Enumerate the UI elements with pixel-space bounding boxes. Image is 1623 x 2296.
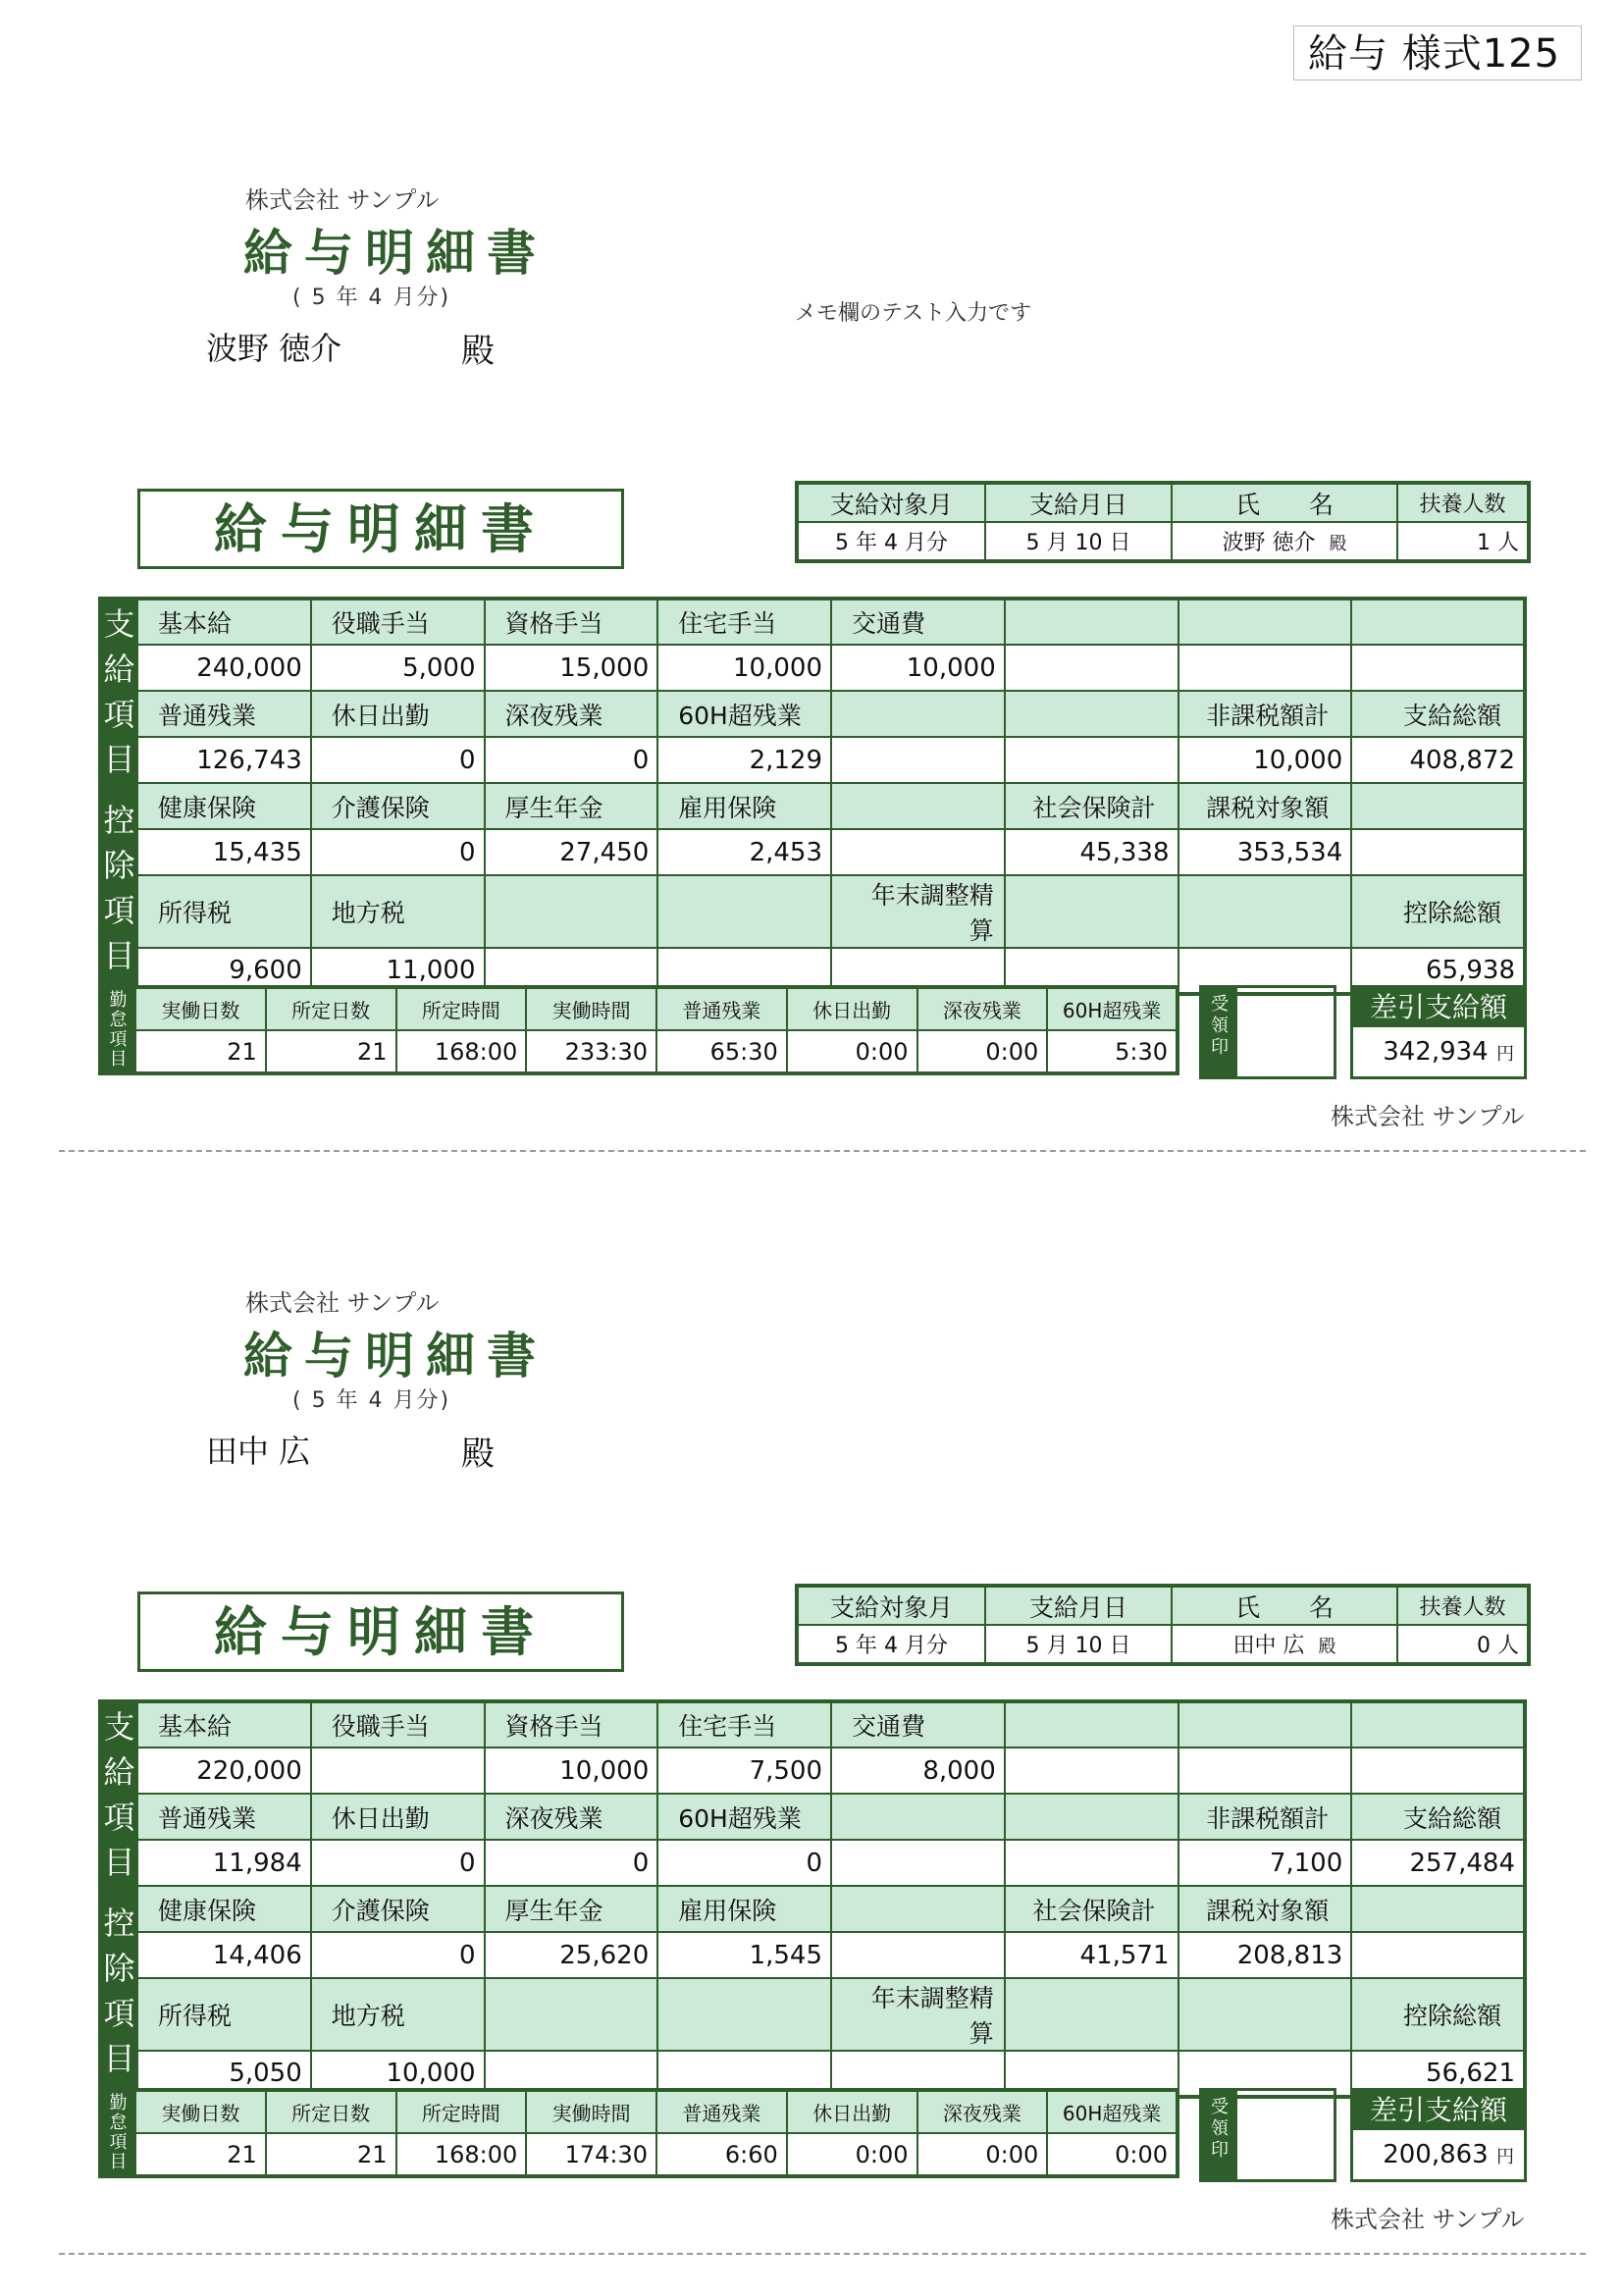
item-value: 10,000 — [311, 2051, 485, 2097]
attendance-value: 168:00 — [396, 2133, 527, 2176]
slip-title-box: 給与明細書 — [137, 1592, 624, 1672]
item-label — [1178, 1701, 1352, 1748]
document-title: 給与明細書 — [243, 1327, 548, 1384]
item-label: 支給総額 — [1351, 691, 1525, 737]
header-table — [795, 481, 1531, 563]
item-value — [831, 1932, 1005, 1978]
label-dependents: 扶養人数 — [1397, 483, 1529, 522]
header-employee-name: 波野 徳介 殿 — [1172, 522, 1397, 561]
item-label — [1178, 599, 1352, 645]
item-label: 所得税 — [137, 875, 311, 948]
company-name: 株式会社 サンプル — [245, 1289, 440, 1317]
attendance-value: 168:00 — [396, 1030, 527, 1073]
item-value: 2,129 — [657, 737, 831, 783]
item-value: 2,453 — [657, 829, 831, 875]
side-label-deductions: 控 除 項 目 — [100, 783, 137, 994]
item-value: 0 — [485, 1840, 658, 1886]
attendance-value: 21 — [266, 1030, 396, 1073]
item-label: 課税対象額 — [1178, 1886, 1352, 1932]
item-label: 60H超残業 — [657, 691, 831, 737]
item-label: 控除総額 — [1351, 875, 1525, 948]
item-label: 60H超残業 — [657, 1794, 831, 1840]
payslip — [0, 0, 1623, 1130]
attendance-label: 60H超残業 — [1047, 987, 1178, 1030]
item-label: 休日出勤 — [311, 1794, 485, 1840]
payslip — [0, 1103, 1623, 2233]
item-label — [1351, 783, 1525, 829]
receipt-seal-box — [1199, 985, 1336, 1079]
item-label: 介護保険 — [311, 783, 485, 829]
label-target-month: 支給対象月 — [797, 483, 985, 522]
item-value: 41,571 — [1005, 1932, 1178, 1978]
side-label-attendance: 勤 怠 項 目 — [100, 987, 135, 1073]
attendance-value: 0:00 — [787, 2133, 917, 2176]
header-employee-name: 田中 広 殿 — [1172, 1625, 1397, 1664]
label-name: 氏 名 — [1172, 483, 1397, 522]
item-value: 11,000 — [311, 948, 485, 994]
item-label: 普通残業 — [137, 1794, 311, 1840]
item-label: 基本給 — [137, 1701, 311, 1748]
memo-text: メモ欄のテスト入力です — [795, 301, 1032, 326]
item-value: 65,938 — [1351, 948, 1525, 994]
item-label: 厚生年金 — [485, 1886, 658, 1932]
item-label: 資格手当 — [485, 1701, 658, 1748]
item-value — [831, 829, 1005, 875]
item-label — [657, 1978, 831, 2051]
attendance-value: 21 — [135, 2133, 266, 2176]
item-label: 地方税 — [311, 1978, 485, 2051]
item-label: 支給総額 — [1351, 1794, 1525, 1840]
pay-period: ( 5 年 4 月分) — [292, 286, 451, 310]
target-month: 5 年 4 月分 — [797, 1625, 985, 1664]
cut-line — [59, 2253, 1586, 2255]
item-label: 雇用保険 — [657, 1886, 831, 1932]
attendance-label: 深夜残業 — [917, 2090, 1048, 2133]
footer-company-name: 株式会社 サンプル — [1331, 1103, 1525, 1130]
item-label: 交通費 — [831, 1701, 1005, 1748]
receipt-seal-label: 受 領 印 — [1202, 2091, 1237, 2179]
item-value: 45,338 — [1005, 829, 1178, 875]
item-label: 普通残業 — [137, 691, 311, 737]
item-value: 10,000 — [831, 645, 1005, 691]
attendance-label: 所定時間 — [396, 987, 527, 1030]
item-label: 基本給 — [137, 599, 311, 645]
attendance-table — [98, 985, 1179, 1075]
item-label — [1178, 875, 1352, 948]
attendance-label: 60H超残業 — [1047, 2090, 1178, 2133]
item-value — [831, 1840, 1005, 1886]
net-pay-value: 200,863 円 — [1383, 2140, 1514, 2169]
label-pay-date: 支給月日 — [985, 1586, 1172, 1625]
item-value: 8,000 — [831, 1748, 1005, 1794]
item-label: 介護保険 — [311, 1886, 485, 1932]
item-label: 年末調整精算 — [831, 1978, 1005, 2051]
honorific: 殿 — [461, 332, 495, 371]
attendance-value: 21 — [266, 2133, 396, 2176]
net-pay-label: 差引支給額 — [1353, 988, 1524, 1027]
attendance-label: 実働時間 — [526, 2090, 656, 2133]
item-label — [1005, 691, 1178, 737]
item-value: 257,484 — [1351, 1840, 1525, 1886]
item-label — [657, 875, 831, 948]
item-value: 10,000 — [485, 1748, 658, 1794]
item-label — [1178, 1978, 1352, 2051]
item-label: 課税対象額 — [1178, 783, 1352, 829]
item-value — [1178, 645, 1352, 691]
item-value: 5,050 — [137, 2051, 311, 2097]
form-number-tag: 給与 様式125 — [1293, 26, 1582, 80]
main-table — [98, 1699, 1527, 2099]
receipt-seal-box — [1199, 2088, 1336, 2182]
employee-name: 波野 徳介 — [206, 330, 342, 367]
item-label — [1005, 599, 1178, 645]
item-value — [1005, 1748, 1178, 1794]
item-label: 健康保険 — [137, 783, 311, 829]
side-label-payments: 支 給 項 目 — [100, 599, 137, 783]
attendance-label: 休日出勤 — [787, 987, 917, 1030]
item-label: 深夜残業 — [485, 691, 658, 737]
item-label: 住宅手当 — [657, 599, 831, 645]
item-value: 0 — [311, 1932, 485, 1978]
item-value: 1,545 — [657, 1932, 831, 1978]
item-value — [831, 737, 1005, 783]
item-value: 126,743 — [137, 737, 311, 783]
attendance-value: 21 — [135, 1030, 266, 1073]
dependents-count: 1 人 — [1397, 522, 1529, 561]
item-value: 220,000 — [137, 1748, 311, 1794]
attendance-label: 休日出勤 — [787, 2090, 917, 2133]
item-value — [1351, 1932, 1525, 1978]
item-value: 408,872 — [1351, 737, 1525, 783]
item-label: 資格手当 — [485, 599, 658, 645]
attendance-table — [98, 2088, 1179, 2178]
side-label-payments: 支 給 項 目 — [100, 1701, 137, 1886]
item-value — [311, 1748, 485, 1794]
item-value: 9,600 — [137, 948, 311, 994]
item-label: 地方税 — [311, 875, 485, 948]
company-name: 株式会社 サンプル — [245, 186, 440, 214]
slip-title-box: 給与明細書 — [137, 489, 624, 569]
item-label — [1005, 875, 1178, 948]
target-month: 5 年 4 月分 — [797, 522, 985, 561]
item-label — [485, 875, 658, 948]
attendance-value: 65:30 — [656, 1030, 787, 1073]
item-value: 25,620 — [485, 1932, 658, 1978]
attendance-value: 174:30 — [526, 2133, 656, 2176]
attendance-label: 実働日数 — [135, 2090, 266, 2133]
item-value: 56,621 — [1351, 2051, 1525, 2097]
attendance-label: 深夜残業 — [917, 987, 1048, 1030]
pay-period: ( 5 年 4 月分) — [292, 1388, 451, 1413]
item-value: 7,100 — [1178, 1840, 1352, 1886]
item-label — [831, 1794, 1005, 1840]
item-label — [1351, 1886, 1525, 1932]
net-pay-value: 342,934 円 — [1383, 1037, 1514, 1067]
side-label-attendance: 勤 怠 項 目 — [100, 2090, 135, 2176]
employee-name: 田中 広 — [206, 1433, 311, 1470]
receipt-seal-label: 受 領 印 — [1202, 988, 1237, 1076]
item-label — [1351, 1701, 1525, 1748]
item-label — [831, 1886, 1005, 1932]
item-label: 深夜残業 — [485, 1794, 658, 1840]
attendance-label: 普通残業 — [656, 2090, 787, 2133]
item-value — [1178, 1748, 1352, 1794]
item-label — [831, 783, 1005, 829]
item-label: 控除総額 — [1351, 1978, 1525, 2051]
net-pay-box — [1350, 985, 1527, 1079]
item-value: 14,406 — [137, 1932, 311, 1978]
item-value — [1351, 1748, 1525, 1794]
item-label: 住宅手当 — [657, 1701, 831, 1748]
item-value: 353,534 — [1178, 829, 1352, 875]
item-label — [831, 691, 1005, 737]
item-value: 10,000 — [657, 645, 831, 691]
attendance-value: 233:30 — [526, 1030, 656, 1073]
item-value: 11,984 — [137, 1840, 311, 1886]
item-value: 240,000 — [137, 645, 311, 691]
main-table — [98, 597, 1527, 996]
pay-date: 5 月 10 日 — [985, 1625, 1172, 1664]
item-label: 社会保険計 — [1005, 783, 1178, 829]
label-dependents: 扶養人数 — [1397, 1586, 1529, 1625]
item-value — [1005, 1840, 1178, 1886]
item-value: 10,000 — [1178, 737, 1352, 783]
item-value — [1005, 737, 1178, 783]
attendance-value: 5:30 — [1047, 1030, 1178, 1073]
item-value: 0 — [311, 737, 485, 783]
item-value — [1005, 645, 1178, 691]
attendance-label: 所定日数 — [266, 987, 396, 1030]
attendance-value: 0:00 — [1047, 2133, 1178, 2176]
pay-date: 5 月 10 日 — [985, 522, 1172, 561]
item-label: 健康保険 — [137, 1886, 311, 1932]
item-label: 年末調整精算 — [831, 875, 1005, 948]
item-label — [1351, 599, 1525, 645]
item-label: 雇用保険 — [657, 783, 831, 829]
header-table — [795, 1584, 1531, 1666]
attendance-value: 6:60 — [656, 2133, 787, 2176]
item-value: 208,813 — [1178, 1932, 1352, 1978]
honorific: 殿 — [461, 1435, 495, 1474]
dependents-count: 0 人 — [1397, 1625, 1529, 1664]
attendance-label: 所定時間 — [396, 2090, 527, 2133]
item-value: 0 — [311, 829, 485, 875]
item-label: 休日出勤 — [311, 691, 485, 737]
attendance-label: 実働日数 — [135, 987, 266, 1030]
net-pay-label: 差引支給額 — [1353, 2091, 1524, 2130]
net-pay-box — [1350, 2088, 1527, 2182]
item-label: 厚生年金 — [485, 783, 658, 829]
item-value: 0 — [485, 737, 658, 783]
item-label — [1005, 1978, 1178, 2051]
item-value: 0 — [311, 1840, 485, 1886]
item-value: 15,000 — [485, 645, 658, 691]
attendance-label: 所定日数 — [266, 2090, 396, 2133]
attendance-value: 0:00 — [917, 2133, 1048, 2176]
item-label: 非課税額計 — [1178, 691, 1352, 737]
label-name: 氏 名 — [1172, 1586, 1397, 1625]
item-value: 0 — [657, 1840, 831, 1886]
item-value — [1351, 829, 1525, 875]
item-label — [1005, 1701, 1178, 1748]
document-title: 給与明細書 — [243, 224, 548, 282]
item-value: 5,000 — [311, 645, 485, 691]
item-label: 社会保険計 — [1005, 1886, 1178, 1932]
item-value: 15,435 — [137, 829, 311, 875]
item-label: 役職手当 — [311, 599, 485, 645]
label-pay-date: 支給月日 — [985, 483, 1172, 522]
item-label: 非課税額計 — [1178, 1794, 1352, 1840]
label-target-month: 支給対象月 — [797, 1586, 985, 1625]
attendance-value: 0:00 — [917, 1030, 1048, 1073]
item-label — [485, 1978, 658, 2051]
item-value — [1351, 645, 1525, 691]
item-label: 交通費 — [831, 599, 1005, 645]
attendance-label: 普通残業 — [656, 987, 787, 1030]
item-value: 27,450 — [485, 829, 658, 875]
attendance-label: 実働時間 — [526, 987, 656, 1030]
item-label: 役職手当 — [311, 1701, 485, 1748]
item-value: 7,500 — [657, 1748, 831, 1794]
item-label — [1005, 1794, 1178, 1840]
attendance-value: 0:00 — [787, 1030, 917, 1073]
footer-company-name: 株式会社 サンプル — [1331, 2206, 1525, 2233]
side-label-deductions: 控 除 項 目 — [100, 1886, 137, 2097]
item-label: 所得税 — [137, 1978, 311, 2051]
